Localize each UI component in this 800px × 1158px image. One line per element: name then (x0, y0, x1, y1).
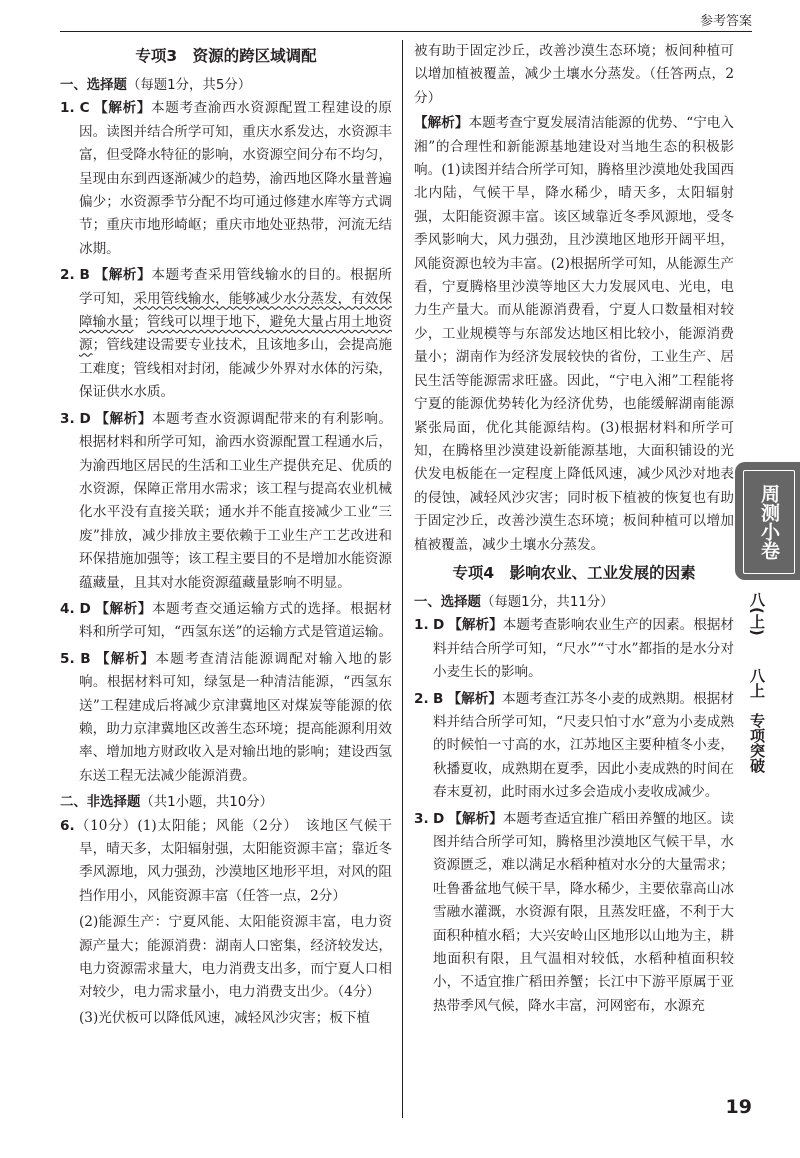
answer-item-3: 3. D 【解析】本题考查水资源调配带来的有利影响。根据材料和所学可知，渝西水资源配置工程通水后，为渝西地区居民的生活和工业生产提供充足、优质的水资源，保障正常用水需求；该工程与提高农业机械化水平没有直接关联；通水并不能直接减少工业“三废”排放，减少排放主要依赖于工业生产工艺改进和环保措施加强等；该工程主要目的不是增加水能资源蕴藏量，且其对水能资源蕴藏量影响不明显。 (60, 410, 393, 591)
section-heading: 二、非选择题（共1小题，共10分） (60, 795, 274, 811)
analysis-paragraph: 【解析】本题考查宁夏发展清洁能源的优势、“宁电入湘”的合理性和新能源基地建设对当地生态的积极影响。(1)读图并结合所学可知，腾格里沙漠地处我国西北内陆，气候干旱，降水稀少，晴天多，太阳辐射强，太阳能资源丰富。该区域靠近冬季风源地，受冬季风影响大，风力强劲，且沙漠地区地形开阔平坦，风能资源也较为丰富。(2)根据所学可知，从能源生产看，宁夏腾格里沙漠等地区大力发展风电、光电，电力生产量大。而从能源消费看，宁夏人口数量相对较少，工业规模等与东部发达地区相比较小，能源消费量小；湖南作为经济发展较快的省份，工业生产、居民生活等能源需求旺盛。因此，“宁电入湘”工程能将宁夏的能源优势转化为经济优势，也能缓解湖南能源紧张局面，优化其能源结构。(3)根据材料和所学可知，在腾格里沙漠建设新能源基地，大面积铺设的光伏发电板能在一定程度上降低风速，减少风沙对地表的侵蚀，减轻风沙灾害；同时板下植被的恢复也有助于固定沙丘，改善沙漠生态环境；板间种植可以增加植被覆盖，减少土壤水分蒸发。 (414, 115, 735, 553)
right-column (414, 40, 734, 1021)
side-tab-label: 周测小卷 (743, 470, 795, 574)
left-column (60, 40, 392, 1032)
grade-label: 八(上) (748, 592, 766, 636)
side-subtitle: 八上 专项突破 (748, 668, 766, 773)
section-title-4: 专项4 影响农业、工业发展的因素 (452, 563, 696, 582)
continued-text: 被有助于固定沙丘，改善沙漠生态环境；板间种植可以增加植被覆盖，减少土壤水分蒸发。（任答两点，2分） (414, 43, 734, 106)
page-number: 19 (725, 1096, 752, 1118)
answer-item-2: 2. B 【解析】本题考查江苏冬小麦的成熟期。根据材料并结合所学可知，“尺麦只怕寸水”意为小麦成熟的时候怕一寸高的水，江苏地区主要种植冬小麦，秋播夏收，成熟期在夏季，因此小麦成熟的时间在春末夏初，此时雨水过多会造成小麦收成减少。 (414, 690, 735, 801)
answer-item-6-part-3: (3)光伏板可以降低风速，减轻风沙灾害；板下植 (79, 1009, 371, 1026)
underlined-text: 采用管线输水，能够减少水分蒸发，有效保障输水量 (79, 290, 392, 331)
answer-item-6: 6.（10分）(1)太阳能；风能（2分） 该地区气候干旱，晴天多，太阳辐射强，太阳能资源丰富；靠近冬季风源地，风力强劲，沙漠地区地形平坦，对风的阻挡作用小，风能资源丰富（任答一点，2分） (60, 817, 392, 904)
answer-item-5: 5. B 【解析】本题考查清洁能源调配对输入地的影响。根据材料可知，绿氢是一种清洁能源，“西氢东送”工程建成后将减少京津冀地区对煤炭等能源的依赖，助力京津冀地区改善生态环境；提高能源利用效率、增加地方财政收入是对输出地的影响；建设西氢东送工程无法减少能源消费。 (60, 650, 393, 784)
answer-item-1: 1. C 【解析】本题考查渝西水资源配置工程建设的原因。读图并结合所学可知，重庆水系发达，水资源丰富，但受降水特征的影响，水资源空间分布不均匀，呈现由东到西逐渐减少的趋势，渝西地区降水量普遍偏少；水资源季节分配不均可通过修建水库等方式调节；重庆市地形崎岖；重庆市地处亚热带，河流无结冰期。 (60, 100, 393, 257)
answer-item-1: 1. D 【解析】本题考查影响农业生产的因素。根据材料并结合所学可知，“尺水”“寸水”都指的是水分对小麦生长的影响。 (414, 617, 735, 681)
answer-item-2: 2. B 【解析】本题考查采用管线输水的目的。根据所学可知，采用管线输水，能够减少水分蒸发，有效保障输水量；管线可以埋于地下，避免大量占用土地资源；管线建设需要专业技术，且该地多山，会提高施工难度；管线相对封闭，能减少外界对水体的污染，保证供水水质。 (60, 267, 393, 401)
answer-item-4: 4. D 【解析】本题考查交通运输方式的选择。根据材料和所学可知，“西氢东送”的运输方式是管道运输。 (60, 600, 393, 641)
section-heading: 一、选择题（每题1分，共11分） (414, 594, 614, 610)
section-title-3: 专项3 资源的跨区域调配 (135, 47, 317, 65)
section-heading: 一、选择题（每题1分，共5分） (60, 78, 252, 93)
header-rule (60, 31, 752, 32)
underlined-text: 管线可以埋于地下，避免大量占用土地资源 (79, 314, 392, 354)
header-label: 参考答案 (699, 14, 752, 29)
column-divider (402, 40, 403, 1118)
answer-item-3: 3. D 【解析】本题考查适宜推广稻田养蟹的地区。读图并结合所学可知，腾格里沙漠地区气候干旱，水资源匮乏，难以满足水稻种植对水分的大量需求；吐鲁番盆地气候干旱，降水稀少，主要依靠高山冰雪融水灌溉，水资源有限，且蒸发旺盛，不利于大面积种植水稻；大兴安岭山区地形以山地为主，耕地面积有限，且气温相对较低，水稻种植面积较小，不适宜推广稻田养蟹；长江中下游平原属于亚热带季风气候，降水丰富，河网密布，水源充 (414, 810, 735, 1014)
answer-item-6-part-2: (2)能源生产：宁夏风能、太阳能资源丰富，电力资源产量大；能源消费：湖南人口密集，经济较发达，电力资源需求量大，电力消费支出多，而宁夏人口相对较少，电力需求量小，电力消费支出少。（4分） (79, 914, 392, 1001)
